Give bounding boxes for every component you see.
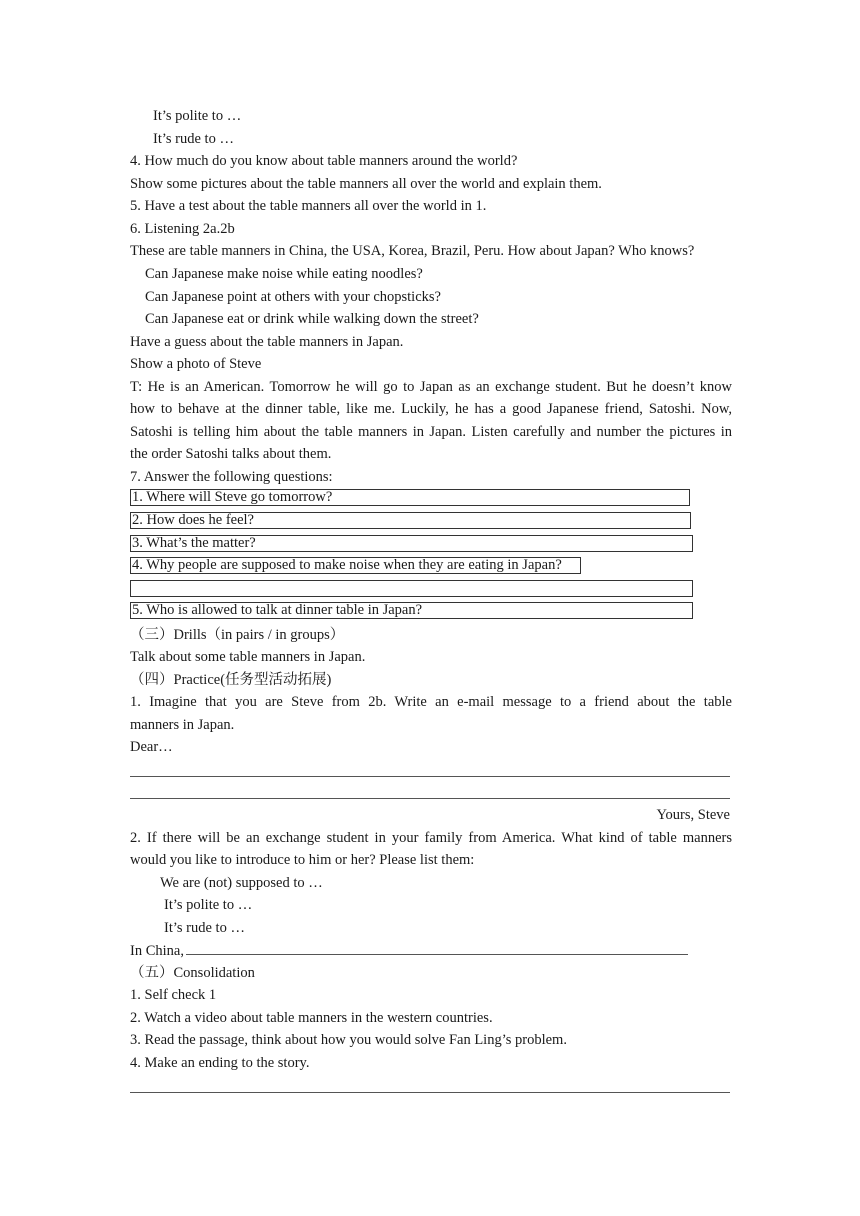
answer-box-2: 2. How does he feel? — [130, 512, 691, 529]
prompt-rude: It’s rude to … — [153, 131, 234, 147]
guess-line: Have a guess about the table manners in Japan. — [130, 334, 404, 350]
consolidation-item-1: 1. Self check 1 — [130, 987, 217, 1003]
teacher-line-2: how to behave at the dinner table, like me. Luckily, he has a good Japanese friend, Satoshi. Now, — [130, 401, 732, 417]
answer-box-blank — [130, 580, 693, 597]
teacher-line-1: T: He is an American. Tomorrow he will go to Japan as an exchange student. But he doesn’t know — [130, 379, 732, 395]
consolidation-item-2: 2. Watch a video about table manners in the western countries. — [130, 1010, 493, 1026]
prompt-supposed: We are (not) supposed to … — [160, 875, 323, 891]
prompt-polite: It’s polite to … — [153, 108, 242, 124]
answer-box-4: 4. Why people are supposed to make noise when they are eating in Japan? — [130, 557, 581, 574]
writing-line-3 — [130, 1092, 730, 1093]
answer-box-3: 3. What’s the matter? — [130, 535, 693, 552]
japan-question-3: Can Japanese eat or drink while walking down the street? — [145, 311, 479, 327]
dear-line: Dear… — [130, 739, 173, 755]
writing-line-2 — [130, 798, 730, 799]
drills-text: Talk about some table manners in Japan. — [130, 649, 366, 665]
question-6-intro: These are table manners in China, the USA, Korea, Brazil, Peru. How about Japan? Who knows? — [130, 243, 695, 259]
in-china-label: In China, — [130, 943, 184, 959]
consolidation-item-3: 3. Read the passage, think about how you would solve Fan Ling’s problem. — [130, 1032, 567, 1048]
question-7: 7. Answer the following questions: — [130, 469, 333, 485]
question-4: 4. How much do you know about table manners around the world? — [130, 153, 518, 169]
question-6: 6. Listening 2a.2b — [130, 221, 235, 237]
japan-question-2: Can Japanese point at others with your chopsticks? — [145, 289, 441, 305]
question-4-detail: Show some pictures about the table manners all over the world and explain them. — [130, 176, 602, 192]
practice-2-line-2: would you like to introduce to him or her? Please list them: — [130, 852, 475, 868]
answer-box-5: 5. Who is allowed to talk at dinner table in Japan? — [130, 602, 693, 619]
consolidation-heading: （五）Consolidation — [130, 965, 255, 981]
in-china-line — [130, 940, 732, 961]
practice-1-line-2: manners in Japan. — [130, 717, 235, 733]
consolidation-item-4: 4. Make an ending to the story. — [130, 1055, 310, 1071]
question-5: 5. Have a test about the table manners all over the world in 1. — [130, 198, 487, 214]
practice-1-line-1: 1. Imagine that you are Steve from 2b. Write an e-mail message to a friend about the table — [130, 694, 732, 710]
in-china-blank — [186, 940, 688, 955]
prompt-polite-2: It’s polite to … — [164, 897, 253, 913]
photo-line: Show a photo of Steve — [130, 356, 262, 372]
writing-line-1 — [130, 776, 730, 777]
teacher-line-3: Satoshi is telling him about the table manners in Japan. Listen carefully and number the pictures in — [130, 424, 732, 440]
signature: Yours, Steve — [656, 807, 730, 823]
answer-box-1: 1. Where will Steve go tomorrow? — [130, 489, 690, 506]
prompt-rude-2: It’s rude to … — [164, 920, 245, 936]
teacher-line-4: the order Satoshi talks about them. — [130, 446, 332, 462]
japan-question-1: Can Japanese make noise while eating noodles? — [145, 266, 423, 282]
practice-heading: （四）Practice(任务型活动拓展) — [130, 672, 332, 688]
drills-heading: （三）Drills（in pairs / in groups） — [130, 627, 345, 643]
practice-2-line-1: 2. If there will be an exchange student in your family from America. What kind of table manners — [130, 830, 732, 846]
